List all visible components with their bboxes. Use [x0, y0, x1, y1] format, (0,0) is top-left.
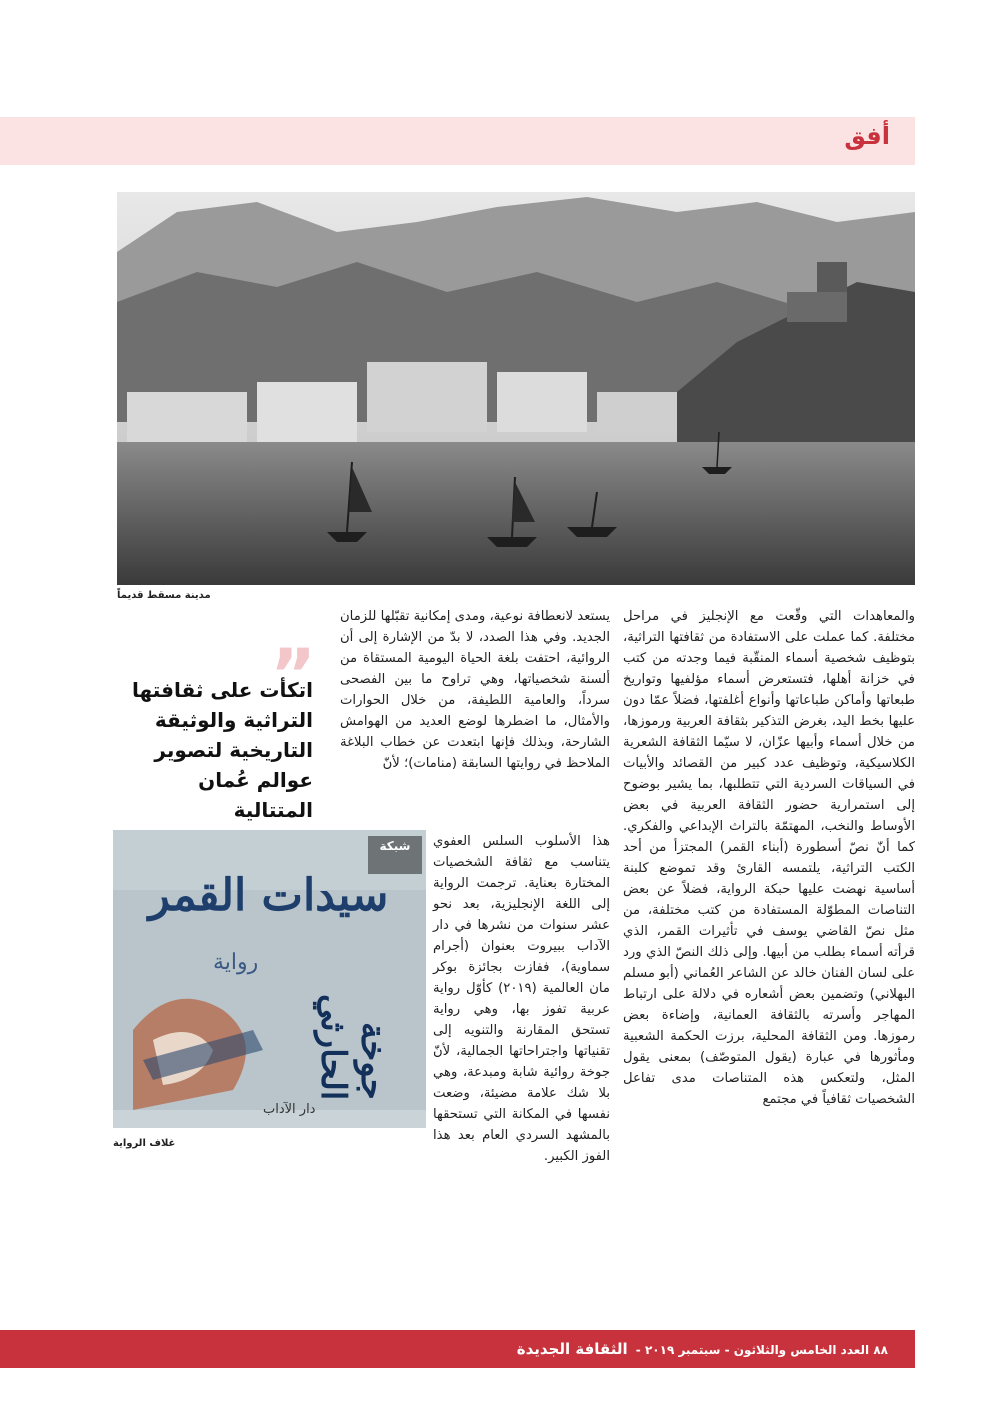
- cover-author: جوخة الحارثي: [313, 993, 393, 1100]
- magazine-name: الثقافة الجديدة: [516, 1340, 628, 1358]
- pull-quote: اتكأت على ثقافتها التراثية والوثيقة التاريخية لتصوير عوالم عُمان المتتالية: [132, 678, 313, 822]
- page-number: ٨٨: [873, 1343, 888, 1357]
- article-column-right: [623, 606, 915, 1134]
- article-column-middle-bottom: [433, 831, 610, 1164]
- image-caption: مدينة مسقط قديماً: [117, 590, 211, 601]
- novel-cover-image: [113, 830, 426, 1128]
- section-title: أفق: [844, 122, 890, 150]
- header-band: [0, 117, 915, 165]
- article-paragraph: هذا الأسلوب السلس العفوي يتناسب مع ثقافة الشخصيات المختارة بعناية. ترجمت الرواية إلى اللغة الإنجليزية، بعد نحو عشر سنوات من نشرها في دار الآداب ببيروت بعنوان (أجرام سماوية)، ففازت بجائزة بوكر مان العالمية (٢٠١٩) كأوّل رواية عربية تفوز بها، وهي رواية تستحق المقارنة والتنويه إلى تقنياتها واجتراحاتها الجمالية، لأنّ جوخة روائية شابة ومبدعة، وهي بلا شك علامة مضيئة، وضعت نفسها في المكانة التي تستحقها بالمشهد السردي العام بعد هذا الفوز الكبير.: [433, 834, 610, 1164]
- muscat-engraving-image: [117, 192, 915, 585]
- article-column-middle-top: [340, 606, 610, 831]
- cover-publisher: دار الآداب: [263, 1102, 316, 1117]
- article-paragraph: والمعاهدات التي وقّعت مع الإنجليز في مراحل مختلفة. كما عملت على الاستفادة من ثقافتها التراثية، بتوظيف شخصية أسماء المنقّبة فيما وجدته من كتب في خزانة أهلها، فتستعرض أسماء مؤلفيها وتواريخ طبعاتها وأماكن طباعاتها وأنواع أغلفتها، فضلاً عمّا دون عليها بخط اليد، بغرض التذكير بثقافة العربية ورموزها، من خلال أسماء وأبيها عزّان، لا سيّما الثقافة الشعرية الكلاسيكية، وتوظيف عدد كبير من القصائد والأبيات في السياقات السردية التي تتطلبها، بما يشير بوضوح إلى استمرارية حضور الثقافة العربية في بعض الأوساط والنخب، المهتمّة بالتراث الإبداعي والفكري. كما أنّ نصّ أسطورة (أبناء القمر) المجتزأ من أحد الكتب التراثية، يلتمسه القارئ وقد تموضع كلبنة أساسية نهضت عليها حبكة الرواية، فضلاً عن بعض التناصات المطوّلة المستفادة من كتب مختلفة، من مثل نصّ القاضي يوسف في تأثيرات القمر، الذي قرأته أسماء بطلب من أبيها. وإلى ذلك النصّ الذي ورد على لسان الفنان خالد عن الشاعر العُماني (أبو مسلم البهلاني) وتضمين بعض أشعاره في دلالة على ارتباط المهاجر وأسرته بالثقافة العمانية، وإضاءة بعض رموزها. ومن الثقافة المحلية، برزت الحكمة الشعبية ومأثورها في عبارة (يقول المتوصّف) بمعنى يقول المثل، ولتعكس هذه المتناصات مدى تفاعل الشخصيات ثقافياً في مجتمع: [623, 609, 915, 1107]
- issue-info: العدد الخامس والثلاثون - سبتمبر ٢٠١٩ -: [635, 1343, 870, 1357]
- publisher-logo: شبكة: [368, 836, 422, 874]
- article-paragraph: يستعد لانعطافة نوعية، ومدى إمكانية تقبّلها للزمان الجديد. وفي هذا الصدد، لا بدّ من الإشارة إلى أن الروائية، احتفت بلغة الحياة اليومية المستقاة من ألسنة شخصياتها، وهي تراوح ما بين الفصحى سرداً، والعامية اللطيفة، من خلال الحوارات والأمثال، ما اضطرها لوضع العديد من الهوامش الشارحة، وبذلك فإنها ابتعدت عن خطاب البلاغة الملاحظ في روايتها السابقة (منامات)؛ لأنّ: [340, 609, 610, 771]
- footer: [517, 1340, 888, 1358]
- quote-mark-icon: ”: [270, 634, 317, 716]
- cover-title: سيدات القمر: [148, 870, 389, 921]
- cover-caption: غلاف الرواية: [113, 1138, 176, 1149]
- cover-subtitle: رواية: [213, 950, 259, 975]
